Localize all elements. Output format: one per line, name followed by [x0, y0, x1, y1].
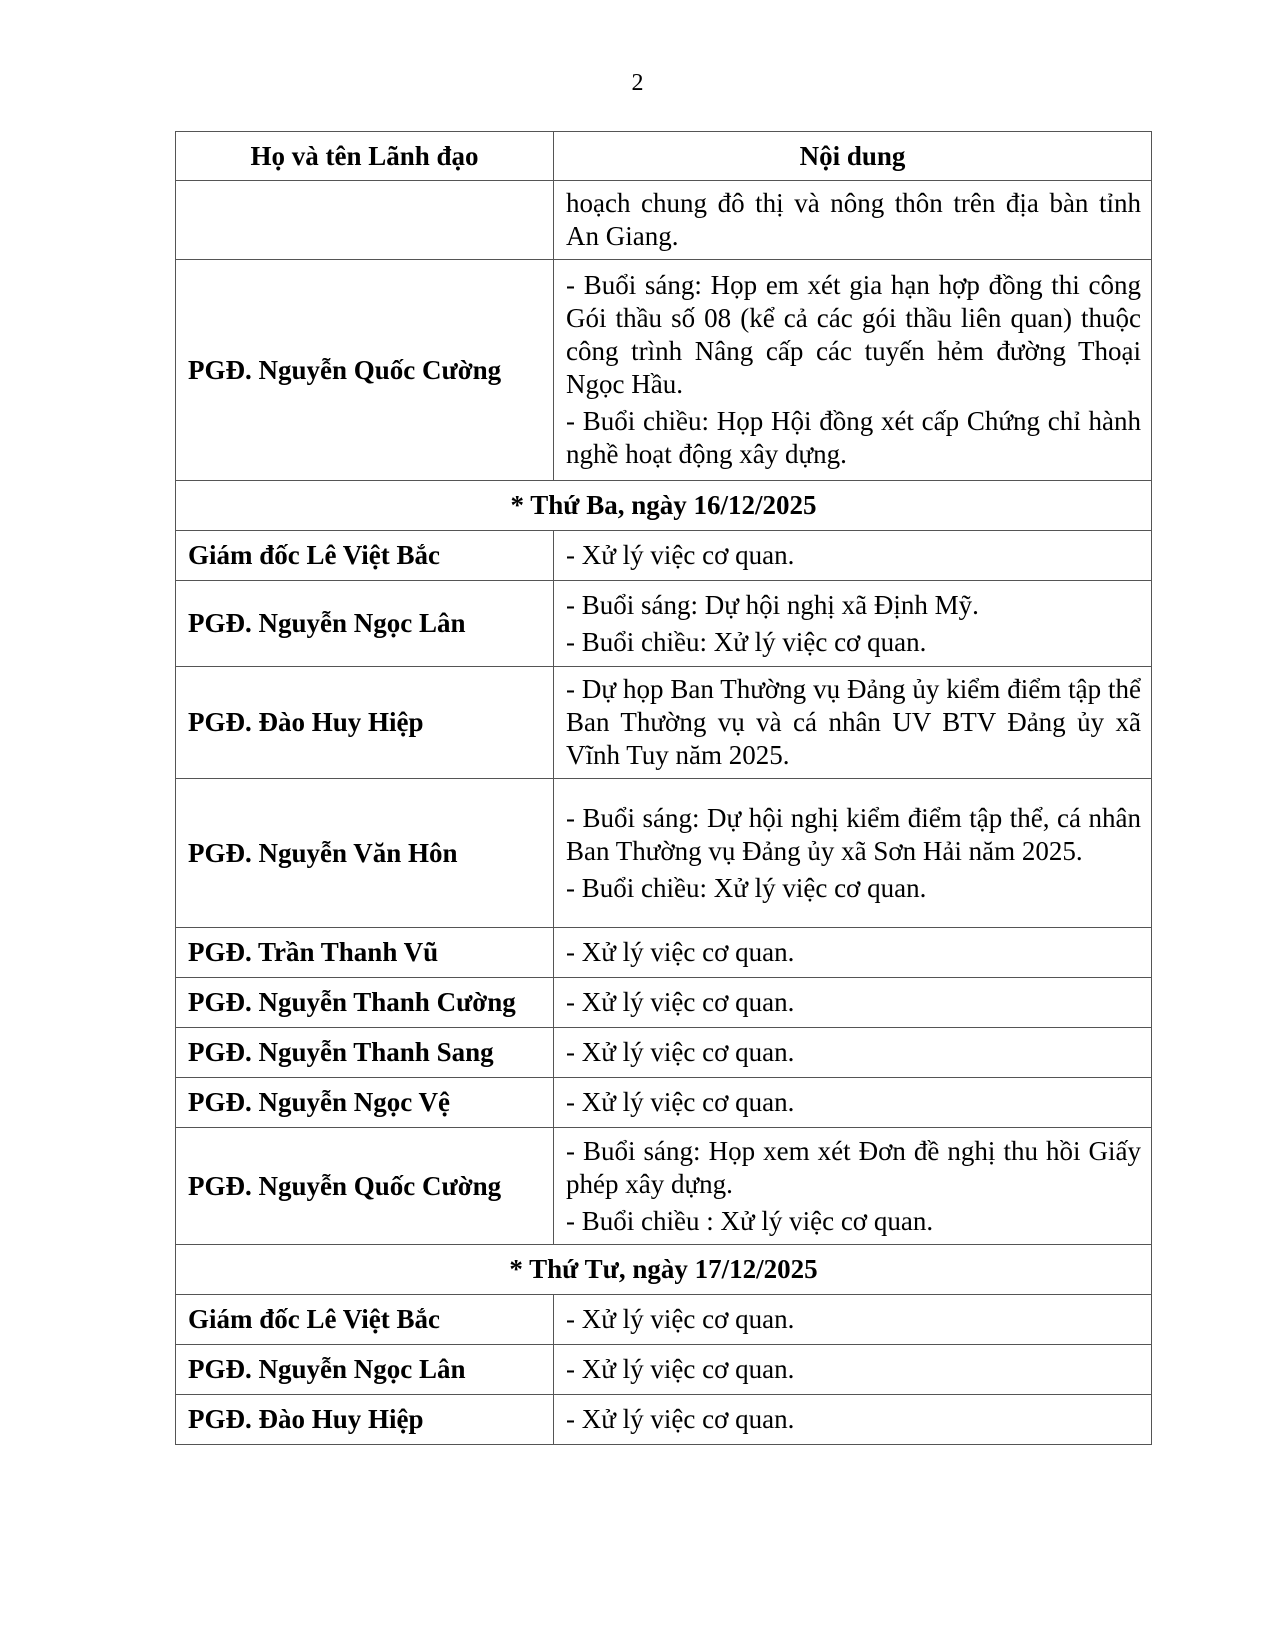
content-line: - Xử lý việc cơ quan.: [566, 1087, 795, 1117]
table-row: [176, 581, 1152, 667]
table-row: [176, 1345, 1152, 1395]
table-row: [176, 1395, 1152, 1445]
leader-name: Giám đốc Lê Việt Bắc: [176, 1295, 554, 1345]
page-number: 2: [631, 70, 644, 96]
table-row: [176, 260, 1152, 481]
leader-name: PGĐ. Nguyễn Ngọc Lân: [176, 581, 554, 667]
content-cell: [554, 260, 1152, 481]
table-row-continued: [176, 181, 1152, 260]
content-cell: [554, 181, 1152, 260]
content-cell: [554, 978, 1152, 1028]
content-line: - Buổi chiều : Xử lý việc cơ quan.: [566, 1205, 934, 1236]
table-row: [176, 779, 1152, 928]
content-line: - Buổi sáng: Dự hội nghị kiểm điểm tập thể, cá nhân Ban Thường vụ Đảng ủy xã Sơn Hải năm 2025.: [566, 802, 1141, 866]
content-cell: [554, 1028, 1152, 1078]
leader-name: PGĐ. Nguyễn Ngọc Lân: [176, 1345, 554, 1395]
table-row: [176, 1295, 1152, 1345]
table-row: [176, 1028, 1152, 1078]
content-line: - Buổi chiều: Xử lý việc cơ quan.: [566, 626, 927, 657]
leader-name: PGĐ. Trần Thanh Vũ: [176, 928, 554, 978]
content-line: - Xử lý việc cơ quan.: [566, 1354, 795, 1384]
content-line: - Xử lý việc cơ quan.: [566, 1037, 795, 1067]
leader-name: [176, 181, 554, 260]
content-cell: [554, 581, 1152, 667]
day-heading: * Thứ Tư, ngày 17/12/2025: [176, 1245, 1152, 1295]
table-row: [176, 1078, 1152, 1128]
content-cell: [554, 531, 1152, 581]
content-line: - Buổi sáng: Họp em xét gia hạn hợp đồng thi công Gói thầu số 08 (kể cả các gói thầu liên quan) thuộc công trình Nâng cấp các tuyến hẻm đường Thoại Ngọc Hầu.: [566, 270, 1141, 399]
table-header-row: [176, 132, 1152, 181]
content-cell: [554, 1395, 1152, 1445]
header-content: Nội dung: [554, 132, 1152, 181]
day-row: [176, 1245, 1152, 1295]
content-cell: [554, 1078, 1152, 1128]
leader-name: PGĐ. Nguyễn Thanh Sang: [176, 1028, 554, 1078]
content-cell: [554, 779, 1152, 928]
content-line: - Buổi chiều: Họp Hội đồng xét cấp Chứng chỉ hành nghề hoạt động xây dựng.: [566, 406, 1141, 469]
content-line: hoạch chung đô thị và nông thôn trên địa bàn tỉnh An Giang.: [566, 188, 1141, 251]
content-cell: [554, 1345, 1152, 1395]
leader-name: PGĐ. Nguyễn Ngọc Vệ: [176, 1078, 554, 1128]
leader-name: PGĐ. Nguyễn Quốc Cường: [176, 260, 554, 481]
content-cell: [554, 928, 1152, 978]
content-line: - Xử lý việc cơ quan.: [566, 1404, 795, 1434]
content-cell: [554, 1295, 1152, 1345]
day-row: [176, 481, 1152, 531]
table-row: [176, 978, 1152, 1028]
content-cell: [554, 667, 1152, 779]
leader-schedule-table: [175, 131, 1152, 1445]
content-line: - Xử lý việc cơ quan.: [566, 540, 795, 570]
content-line: - Xử lý việc cơ quan.: [566, 937, 795, 967]
content-line: - Xử lý việc cơ quan.: [566, 1304, 795, 1334]
leader-name: PGĐ. Nguyễn Quốc Cường: [176, 1128, 554, 1245]
content-line: - Dự họp Ban Thường vụ Đảng ủy kiểm điểm tập thể Ban Thường vụ và cá nhân UV BTV Đảng ủy xã Vĩnh Tuy năm 2025.: [566, 674, 1141, 770]
header-leader: Họ và tên Lãnh đạo: [176, 132, 554, 181]
leader-name: PGĐ. Đào Huy Hiệp: [176, 1395, 554, 1445]
day-heading: * Thứ Ba, ngày 16/12/2025: [176, 481, 1152, 531]
table-row: [176, 531, 1152, 581]
leader-name: Giám đốc Lê Việt Bắc: [176, 531, 554, 581]
leader-name: PGĐ. Đào Huy Hiệp: [176, 667, 554, 779]
content-line: - Buổi sáng: Dự hội nghị xã Định Mỹ.: [566, 589, 979, 620]
content-line: - Buổi sáng: Họp xem xét Đơn đề nghị thu hồi Giấy phép xây dựng.: [566, 1135, 1141, 1199]
leader-name: PGĐ. Nguyễn Văn Hôn: [176, 779, 554, 928]
content-cell: [554, 1128, 1152, 1245]
leader-name: PGĐ. Nguyễn Thanh Cường: [176, 978, 554, 1028]
table-row: [176, 667, 1152, 779]
content-line: - Buổi chiều: Xử lý việc cơ quan.: [566, 872, 927, 903]
content-line: - Xử lý việc cơ quan.: [566, 987, 795, 1017]
table-row: [176, 928, 1152, 978]
table-row: [176, 1128, 1152, 1245]
